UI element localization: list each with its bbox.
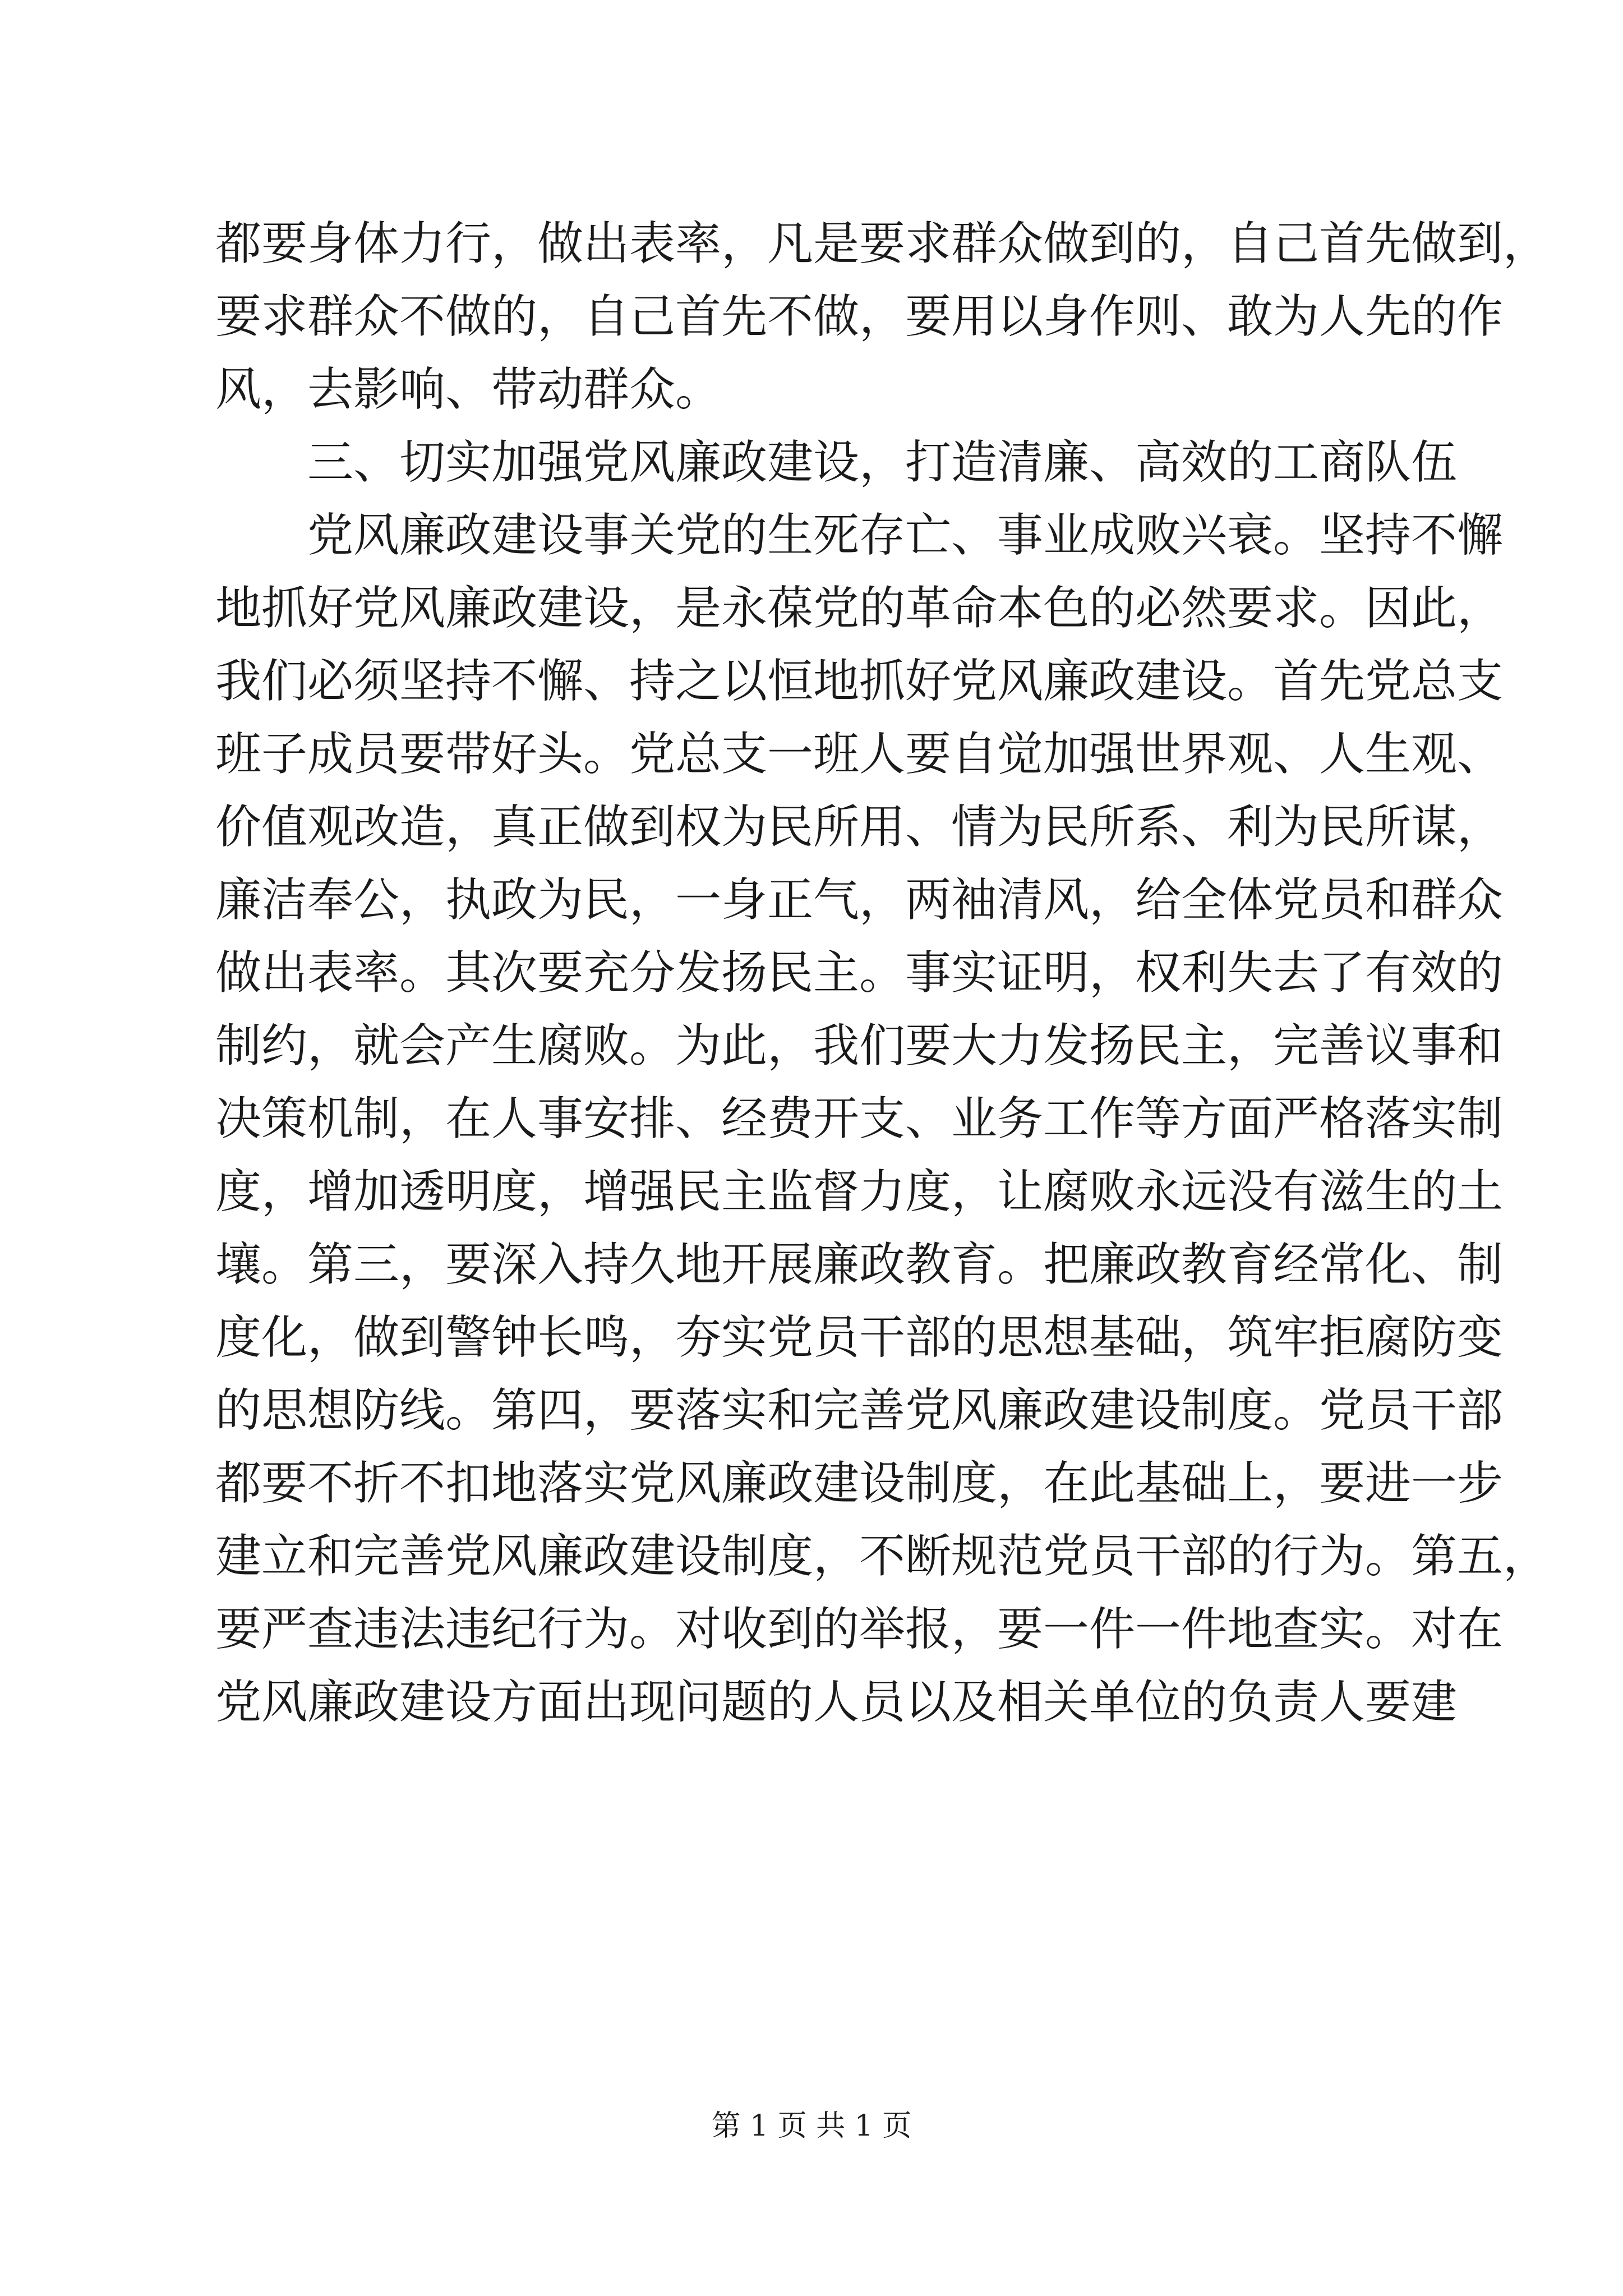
text-line: 廉洁奉公，执政为民，一身正气，两袖清风，给全体党员和群众 xyxy=(215,873,1504,927)
text-line: 的思想防线。第四，要落实和完善党风廉政建设制度。党员干部 xyxy=(215,1384,1504,1437)
document-body xyxy=(215,208,1550,1739)
text-line: 都要不折不扣地落实党风廉政建设制度，在此基础上，要进一步 xyxy=(215,1457,1504,1510)
text-line: 风，去影响、带动群众。 xyxy=(215,363,722,416)
text-line: 我们必须坚持不懈、持之以恒地抓好党风廉政建设。首先党总支 xyxy=(215,655,1504,708)
text-line: 要严查违法违纪行为。对收到的举报，要一件一件地查实。对在 xyxy=(215,1603,1504,1656)
text-line: 决策机制，在人事安排、经费开支、业务工作等方面严格落实制 xyxy=(215,1092,1504,1145)
text-line: 价值观改造，真正做到权为民所用、情为民所系、利为民所谋， xyxy=(215,800,1504,854)
text-line: 要求群众不做的，自己首先不做，要用以身作则、敢为人先的作 xyxy=(215,290,1504,343)
section-heading: 三、切实加强党风廉政建设，打造清廉、高效的工商队伍 xyxy=(307,436,1458,489)
page-footer: 第 1 页 共 1 页 xyxy=(711,2109,912,2143)
text-line: 都要身体力行，做出表率，凡是要求群众做到的，自己首先做到， xyxy=(215,217,1550,270)
text-line: 地抓好党风廉政建设，是永葆党的革命本色的必然要求。因此， xyxy=(215,582,1504,635)
text-line: 度，增加透明度，增强民主监督力度，让腐败永远没有滋生的土 xyxy=(215,1165,1504,1218)
text-line: 做出表率。其次要充分发扬民主。事实证明，权利失去了有效的 xyxy=(215,946,1504,1000)
text-line: 度化，做到警钟长鸣，夯实党员干部的思想基础，筑牢拒腐防变 xyxy=(215,1311,1504,1364)
text-line: 党风廉政建设方面出现问题的人员以及相关单位的负责人要建 xyxy=(215,1676,1458,1729)
text-line: 班子成员要带好头。党总支一班人要自觉加强世界观、人生观、 xyxy=(215,728,1504,781)
text-line: 制约，就会产生腐败。为此，我们要大力发扬民主，完善议事和 xyxy=(215,1019,1504,1073)
text-line: 党风廉政建设事关党的生死存亡、事业成败兴衰。坚持不懈 xyxy=(307,509,1504,562)
text-line: 壤。第三，要深入持久地开展廉政教育。把廉政教育经常化、制 xyxy=(215,1238,1504,1291)
text-line: 建立和完善党风廉政建设制度，不断规范党员干部的行为。第五， xyxy=(215,1530,1550,1583)
